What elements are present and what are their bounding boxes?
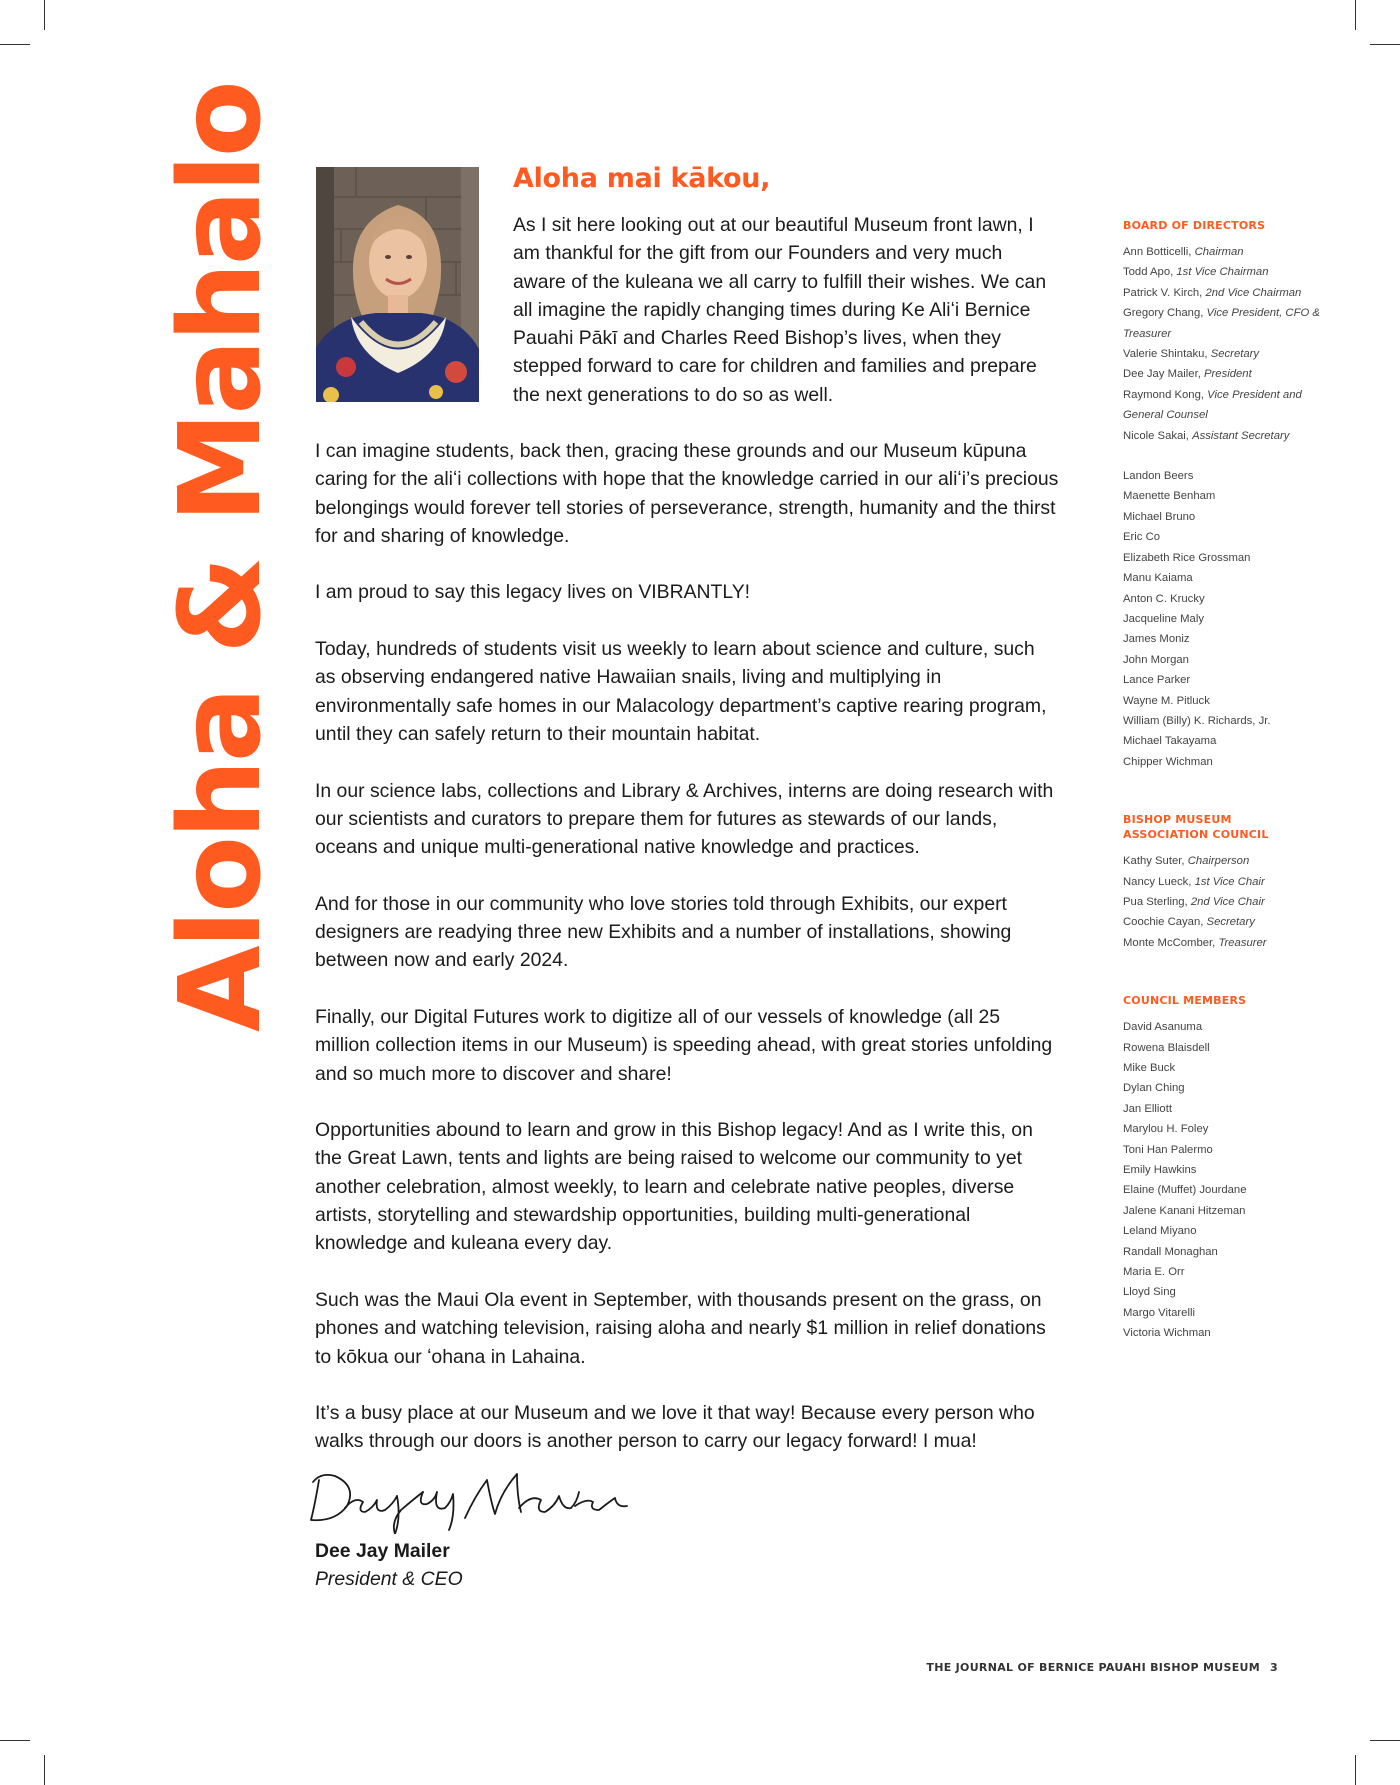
board-members — [1123, 466, 1363, 772]
crop-mark — [1355, 0, 1356, 30]
list-item — [1123, 242, 1363, 262]
paragraph: As I sit here looking out at our beautiful Museum front lawn, I am thankful for the gift from our Founders and very much aware of the kuleana we all carry to fulfill their wishes. We can all imagine the rapidly changing times during Ke Aliʻi Bernice Pauahi Pākī and Charles Reed Bishop’s lives, when they stepped forward to care for children and families and prepare the next generations to do so as well. — [513, 214, 1047, 406]
crop-mark — [0, 1740, 30, 1741]
list-item — [1123, 303, 1323, 344]
member-name: Raymond Kong, — [1123, 388, 1208, 401]
list-item — [1123, 262, 1363, 282]
list-item: Lloyd Sing — [1123, 1286, 1176, 1299]
page-title-vertical: Aloha & Mahalo — [156, 83, 286, 1032]
list-item: Jalene Kanani Hitzeman — [1123, 1204, 1246, 1217]
member-role: Assistant Secretary — [1192, 429, 1290, 442]
member-role: 1st Vice Chairman — [1176, 266, 1269, 279]
paragraph: Opportunities abound to learn and grow in this Bishop legacy! And as I write this, on the Great Lawn, tents and lights are being raised to welcome our community to yet another celebration, almost weekly, to learn and celebrate native peoples, diverse artists, storytelling and stewardship opportunities, building multi-generational knowledge and kuleana every day. — [315, 1119, 1033, 1255]
list-item: Margo Vitarelli — [1123, 1306, 1195, 1319]
list-item: William (Billy) K. Richards, Jr. — [1123, 714, 1271, 727]
list-item — [1123, 933, 1363, 953]
member-name: Gregory Chang, — [1123, 307, 1207, 320]
list-item: Wayne M. Pitluck — [1123, 694, 1210, 707]
association-heading — [1123, 812, 1363, 842]
list-item: Elizabeth Rice Grossman — [1123, 551, 1251, 564]
member-name: Kathy Suter, — [1123, 855, 1188, 868]
member-role: President — [1204, 368, 1252, 381]
paragraph: I can imagine students, back then, gracing these grounds and our Museum kūpuna caring for the aliʻi collections with hope that the knowledge carried in our aliʻi’s precious belongings would forever tell stories of perseverance, strength, humanity and the thirst for and sharing of knowledge. — [315, 440, 1059, 547]
list-item: Marylou H. Foley — [1123, 1123, 1209, 1136]
list-item — [1123, 283, 1363, 303]
member-name: Monte McComber, — [1123, 936, 1219, 949]
crop-mark — [1370, 44, 1400, 45]
member-role: Chairperson — [1187, 855, 1250, 868]
list-item: Victoria Wichman — [1123, 1327, 1211, 1340]
list-item — [1123, 912, 1363, 932]
list-item: Elaine (Muffet) Jourdane — [1123, 1184, 1247, 1197]
member-role: Vice President, CFO & Treasurer — [1123, 307, 1320, 340]
list-item: Eric Co — [1123, 531, 1161, 544]
signer-name: Dee Jay Mailer — [315, 1540, 450, 1562]
crop-mark — [1355, 1755, 1356, 1785]
journal-title: THE JOURNAL OF BERNICE PAUAHI BISHOP MUSEUM — [926, 1661, 1261, 1674]
page-footer — [926, 1661, 1278, 1674]
member-name: Todd Apo, — [1123, 266, 1177, 279]
intro-paragraph — [513, 211, 1053, 409]
handwritten-signature — [305, 1462, 635, 1534]
letter-body — [315, 437, 1060, 1484]
list-item — [1123, 426, 1363, 446]
list-item: Rowena Blaisdell — [1123, 1041, 1210, 1054]
list-item: Landon Beers — [1123, 470, 1194, 483]
list-item: Manu Kaiama — [1123, 572, 1193, 585]
list-item: James Moniz — [1123, 633, 1190, 646]
crop-mark — [44, 1755, 45, 1785]
member-role: Secretary — [1206, 916, 1255, 929]
list-item: Chipper Wichman — [1123, 755, 1213, 768]
list-item: Michael Takayama — [1123, 735, 1217, 748]
member-name: Coochie Cayan, — [1123, 916, 1207, 929]
list-item: Toni Han Palermo — [1123, 1143, 1213, 1156]
member-name: Dee Jay Mailer, — [1123, 368, 1204, 381]
list-item: Jacqueline Maly — [1123, 612, 1205, 625]
list-item: Mike Buck — [1123, 1062, 1176, 1074]
list-item: Emily Hawkins — [1123, 1164, 1197, 1177]
paragraph: It’s a busy place at our Museum and we love it that way! Because every person who walks through our doors is another person to carry our legacy forward! I mua! — [315, 1402, 1035, 1453]
member-name: Valerie Shintaku, — [1123, 348, 1211, 361]
crop-mark — [1370, 1740, 1400, 1741]
list-item — [1123, 344, 1363, 364]
portrait-photo — [316, 167, 479, 402]
list-item — [1123, 892, 1363, 912]
member-role: 1st Vice Chair — [1194, 875, 1265, 888]
list-item: Maria E. Orr — [1123, 1266, 1185, 1279]
list-item: Michael Bruno — [1123, 510, 1196, 523]
association-heading-line: ASSOCIATION COUNCIL — [1123, 828, 1269, 842]
list-item: John Morgan — [1123, 653, 1189, 666]
signer-title: President & CEO — [315, 1568, 463, 1590]
list-item — [1123, 364, 1363, 384]
list-item: Randall Monaghan — [1123, 1245, 1218, 1258]
council-members — [1123, 1017, 1363, 1344]
council-heading: COUNCIL MEMBERS — [1123, 994, 1247, 1008]
member-role: Treasurer — [1218, 936, 1267, 949]
member-name: Patrick V. Kirch, — [1123, 286, 1206, 299]
paragraph: In our science labs, collections and Library & Archives, interns are doing research with our scientists and curators to prepare them for futures as stewards of our lands, oceans and unique multi-generational native knowledge and practices. — [315, 779, 1054, 859]
greeting-heading: Aloha mai kākou, — [513, 163, 771, 194]
crop-mark — [0, 44, 30, 45]
member-role: Secretary — [1210, 348, 1260, 361]
member-name: Ann Botticelli, — [1123, 246, 1195, 258]
member-role: Chairman — [1194, 246, 1244, 258]
paragraph: And for those in our community who love stories told through Exhibits, our expert designers are readying three new Exhibits and a number of installations, showing between now and early 2024. — [315, 892, 1012, 972]
member-role: Vice President and General Counsel — [1123, 388, 1302, 422]
list-item — [1123, 872, 1363, 892]
list-item — [1123, 851, 1363, 871]
list-item: Lance Parker — [1123, 674, 1191, 687]
board-officers — [1123, 242, 1363, 446]
list-item: Leland Miyano — [1123, 1225, 1197, 1238]
member-name: Pua Sterling, — [1123, 895, 1191, 908]
association-heading-line: BISHOP MUSEUM — [1123, 813, 1232, 827]
member-name: Nicole Sakai, — [1123, 429, 1193, 442]
board-heading: BOARD OF DIRECTORS — [1123, 219, 1266, 232]
list-item: Jan Elliott — [1123, 1102, 1172, 1115]
association-officers — [1123, 851, 1363, 953]
list-item — [1123, 385, 1333, 426]
list-item: Anton C. Krucky — [1123, 592, 1205, 605]
member-role: 2nd Vice Chairman — [1205, 286, 1302, 299]
paragraph: I am proud to say this legacy lives on VIBRANTLY! — [315, 581, 751, 604]
paragraph: Finally, our Digital Futures work to digitize all of our vessels of knowledge (all 25 million collection items in our Museum) is speeding ahead, with great stories unfolding and so much more to discover and share! — [315, 1005, 1053, 1085]
paragraph: Today, hundreds of students visit us weekly to learn about science and culture, such as observing endangered native Hawaiian snails, living and multiplying in environmentally safe homes in our Malacology department’s captive rearing program, until they can safely return to their mountain habitat. — [315, 638, 1047, 745]
crop-mark — [44, 0, 45, 30]
page-number: 3 — [1270, 1661, 1278, 1674]
paragraph: Such was the Maui Ola event in September, with thousands present on the grass, on phones and watching television, raising aloha and nearly $1 million in relief donations to kōkua our ʻohana in Lahaina. — [315, 1288, 1046, 1368]
list-item: David Asanuma — [1123, 1021, 1203, 1034]
list-item: Dylan Ching — [1123, 1082, 1185, 1095]
list-item: Maenette Benham — [1123, 490, 1216, 503]
sidebar-board-list — [1123, 218, 1363, 1344]
member-name: Nancy Lueck, — [1123, 875, 1195, 888]
member-role: 2nd Vice Chair — [1190, 895, 1265, 908]
